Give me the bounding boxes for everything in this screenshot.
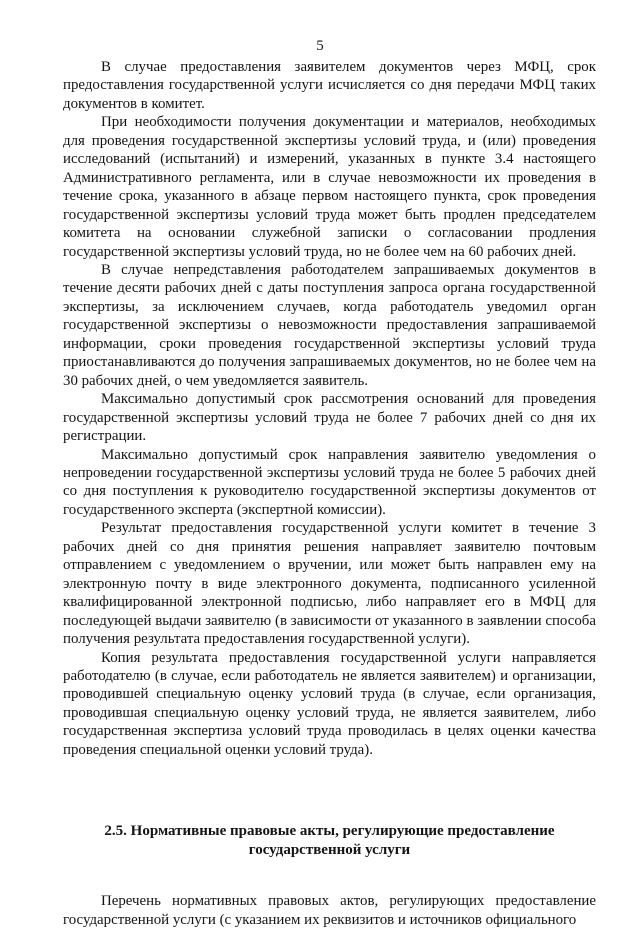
- section-heading-line-1: 2.5. Нормативные правовые акты, регулирующие предоставление: [104, 823, 555, 840]
- paragraph-result-delivery: Результат предоставления государственной услуги комитет в течение 3 рабочих дней со дня принятия решения направляет заявителю почтовым отправлением с уведомлением о вручении, или может быть направлен ему на электронную почту в виде электронного документа, подписанного усиленной квалифицированной электронной подписью, либо направляет его в МФЦ для последующей выдачи заявителю (в зависимости от указанного в заявлении способа получения результата предоставления государственной услуги).: [63, 520, 596, 648]
- paragraph-mfc-deadline: В случае предоставления заявителем документов через МФЦ, срок предоставления государственной услуги исчисляется со дня передачи МФЦ таких документов в комитет.: [63, 59, 596, 112]
- section-heading: [63, 822, 596, 860]
- paragraph-extension: При необходимости получения документации и материалов, необходимых для проведения государственной экспертизы условий труда, и (или) проведения исследований (испытаний) и измерений, указанных в пункте 3.4 настоящего Административного регламента, или в случае невозможности их проведения в течение срока, указанного в абзаце первом настоящего пункта, срок проведения государственной экспертизы условий труда может быть продлен председателем комитета на основании служебной записки о согласовании продления государственной экспертизы условий труда, но не более чем на 60 рабочих дней.: [63, 114, 596, 260]
- paragraph-review-period: Максимально допустимый срок рассмотрения оснований для проведения государственной экспертизы условий труда не более 7 рабочих дней со дня их регистрации.: [63, 391, 596, 445]
- paragraph-legal-acts: Перечень нормативных правовых актов, регулирующих предоставление государственной услуги (с указанием их реквизитов и источников официального: [63, 893, 596, 928]
- paragraph-non-submission: В случае непредставления работодателем запрашиваемых документов в течение десяти рабочих дней с даты поступления запроса органа государственной экспертизы, за исключением случаев, когда работодатель уведомил орган государственной экспертизы о невозможности предоставления запрашиваемой информации, сроки проведения государственной экспертизы условий труда приостанавливаются до получения запрашиваемых документов, но не более чем на 30 рабочих дней, о чем уведомляется заявитель.: [63, 261, 596, 389]
- page-number: 5: [316, 38, 324, 54]
- paragraph-refusal-notice: Максимально допустимый срок направления заявителю уведомления о непроведении государственной экспертизы условий труда не более 5 рабочих дней со дня поступления к руководителю государственной экспертизы документов от государственного эксперта (экспертной комиссии).: [63, 446, 596, 518]
- document-body: [63, 58, 596, 929]
- section-heading-line-2: государственной услуги: [248, 842, 411, 859]
- paragraph-result-copy: Копия результата предоставления государственной услуги направляется работодателю (в случае, если работодатель не является заявителем) и организации, проводившей специальную оценку условий труда (в случае, если организация, проводившая специальную оценку условий труда, не является заявителем, либо государственная экспертиза условий труда проводилась в целях оценки качества проведения специальной оценки условий труда).: [63, 649, 596, 758]
